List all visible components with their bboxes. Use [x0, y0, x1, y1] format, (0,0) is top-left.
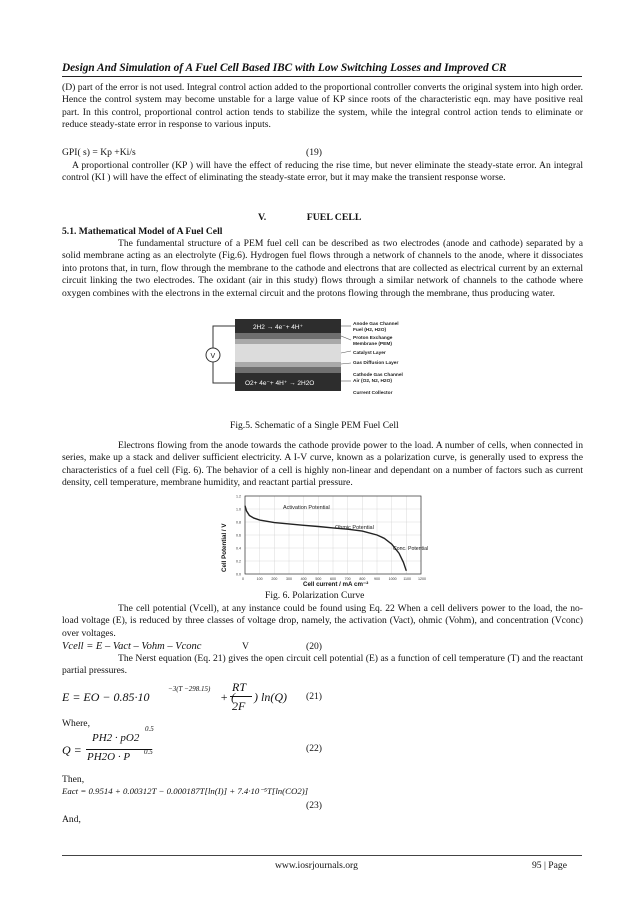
fig5-label-0: Anode Gas Channel [353, 322, 399, 327]
annotation-ohmic: Ohmic Potential [335, 525, 374, 531]
eq21 [62, 680, 422, 716]
eq21-plus-paren: + ( [220, 690, 236, 704]
eq23-expression: Eact = 0.9514 + 0.00312T − 0.000187T[ln(I)] + 7.4·10⁻⁵T[ln(CO2)] [62, 786, 309, 796]
x-tick-label: 0 [242, 577, 244, 581]
model-paragraph: The fundamental structure of a PEM fuel cell can be described as two electrodes (anode and cathode) separated by a solid membrane acting as an electrolyte (Fig.6). Hydrogen fuel flows through a network of channels to the anode, where it dissociates into protons that, in turn, flow through the membrane to the cathode and electrons that are collected as electrical current by an external circuit linking the two electrodes. The oxidant (air in this study) flows through a similar network of channels to the cathode where oxygen combines with the electrons in the external circuit and the protons flowing through the membrane, thus producing water. [62, 238, 583, 299]
section-heading [258, 212, 361, 223]
leader-line [341, 351, 351, 353]
eq20-expression: Vcell = E – Vact – Vohm – Vconc [62, 641, 202, 652]
y-tick-label: 0.4 [236, 546, 241, 551]
y-tick-label: 0.2 [236, 559, 241, 564]
fuel-cell-schematic [205, 317, 437, 413]
subsection-heading: 5.1. Mathematical Model of A Fuel Cell [62, 226, 223, 237]
fig5-label-6: Cathode Gas Channel [353, 373, 403, 378]
x-tick-label: 800 [359, 577, 366, 581]
eq21-frac-num: RT [232, 680, 247, 694]
eq19-expression: GPI( s) = Kp +Ki/s [62, 147, 136, 158]
fig5-caption: Fig.5. Schematic of a Single PEM Fuel Cell [230, 420, 399, 431]
eq22-number: (22) [306, 743, 322, 754]
wire-bottom [213, 362, 235, 383]
y-tick-label: 0.0 [236, 572, 241, 577]
footer-rule [62, 855, 582, 856]
x-tick-label: 700 [344, 577, 351, 581]
intro-paragraph: (D) part of the error is not used. Integral control action added to the proportional controller converts the original system into high order. Hence the control system may become unstable for a large value of KP since roots of the characteristic eqn. may have positive real part. In this control, proportional control action tends to stabilize the system, while the integral control action tends to eliminate or reduce steady-state error in response to various inputs. [62, 82, 583, 131]
eq22-numerator-exp: 0.5 [145, 725, 154, 733]
chart-ticks [236, 494, 429, 582]
section-number: V. [258, 212, 267, 223]
y-tick-label: 1.0 [236, 507, 241, 512]
eq19-number: (19) [306, 147, 322, 158]
eq20-number: (20) [306, 641, 322, 652]
eq22-denominator: PH2O · P [87, 751, 131, 763]
eq21-number: (21) [306, 691, 322, 702]
eq22-denominator-exp: 0.5 [144, 748, 153, 756]
x-axis-label: Cell current / mA cm⁻² [303, 581, 369, 588]
eq23-number: (23) [306, 800, 322, 811]
eq19-line [62, 147, 322, 158]
eq22-frac-bar [86, 749, 152, 750]
top-reaction-label: 2H2 → 4e⁻+ 4H⁺ [253, 324, 304, 331]
membrane-layer [235, 344, 341, 362]
eq21-exponent: −3(T −298.15) [168, 685, 211, 693]
header-rule [62, 76, 582, 77]
fig5-label-8: Current Collector [353, 391, 393, 396]
eq21-frac-den: 2F [232, 699, 246, 713]
and-label: And, [62, 814, 81, 825]
x-tick-label: 500 [315, 577, 322, 581]
y-tick-label: 1.2 [236, 494, 241, 499]
x-tick-label: 100 [256, 577, 263, 581]
x-tick-label: 200 [271, 577, 278, 581]
x-tick-label: 1000 [388, 577, 397, 581]
eq21-frac-bar [230, 696, 252, 697]
annotation-concentration: Conc. Potential [393, 546, 429, 552]
x-tick-label: 1100 [403, 577, 412, 581]
x-tick-label: 400 [300, 577, 307, 581]
x-tick-label: 600 [330, 577, 336, 581]
voltmeter-label: V [210, 353, 216, 360]
cathode-catalyst-layer [235, 362, 341, 367]
nernst-paragraph: The Nerst equation (Eq. 21) gives the open circuit cell potential (E) as a function of cell temperature (T) and the reactant partial pressures. [62, 653, 583, 677]
eq21-right: ) ln(Q) [254, 690, 287, 704]
fig6-caption: Fig. 6. Polarization Curve [265, 590, 365, 601]
anode-catalyst-layer [235, 339, 341, 344]
fig5-label-2: Proton Exchange [353, 336, 393, 341]
eq20-line [62, 641, 322, 652]
footer-website-link[interactable]: www.iosrjournals.org [275, 860, 358, 871]
fig5-label-7: Air (O2, N2, H2O) [353, 379, 392, 384]
x-tick-label: 1200 [418, 577, 426, 581]
then-label: Then, [62, 774, 85, 785]
pi-controller-paragraph: A proportional controller (KP ) will have the effect of reducing the rise time, but never eliminate the steady-state error. An integral control (KI ) will have the effect of eliminating the steady-state error, but it may make the transient response worse. [62, 160, 583, 184]
leader-line [341, 363, 351, 364]
fig5-label-1: Fuel (H2, H2O) [353, 328, 387, 333]
eq22-lhs: Q = [62, 743, 82, 757]
footer-page-number: 95 | Page [532, 860, 567, 871]
eq22 [62, 725, 382, 770]
cathode-diffusion-layer [235, 367, 341, 373]
x-tick-label: 900 [374, 577, 380, 581]
y-axis-label: Cell Potential / V [221, 523, 228, 572]
bottom-reaction-label: O2+ 4e⁻+ 4H⁺ → 2H2O [245, 380, 315, 387]
cell-potential-paragraph: The cell potential (Vcell), at any instance could be found using Eq. 22 When a cell delivers power to the load, the no-load voltage (E), is reduced by three classes of voltage drop, namely, the activation (Vact), ohmic (Vohm), and concentration (Vconc) over voltages. [62, 603, 583, 639]
fig5-label-4: Catalyst Layer [353, 351, 386, 356]
polarization-curve-chart [213, 492, 429, 588]
electrons-paragraph: Electrons flowing from the anode towards the cathode provide power to the load. A number of cells, when connected in series, make up a stack and deliver sufficient electricity. A I-V curve, known as a polarization curve, is generally used to express the characteristics of a fuel cell (Fig. 6). The behavior of a cell is highly non-linear and dependant on a number of factors such as current density, cell temperature, membrane humidity, and reactant partial pressure. [62, 440, 583, 489]
eq22-numerator: PH2 · pO2 [92, 732, 140, 744]
fig5-label-3: Membrane (PEM) [353, 342, 392, 347]
y-tick-label: 0.8 [236, 520, 241, 525]
chart-grid [245, 496, 421, 574]
x-tick-label: 300 [286, 577, 292, 581]
annotation-activation: Activation Potential [283, 505, 330, 511]
y-tick-label: 0.6 [236, 533, 241, 538]
wire-top [213, 326, 235, 348]
leader-line [341, 336, 351, 340]
eq21-left: E = EO − 0.85·10 [62, 690, 150, 704]
where-label: Where, [62, 718, 90, 729]
anode-diffusion-layer [235, 333, 341, 339]
running-header: Design And Simulation of A Fuel Cell Based IBC with Low Switching Losses and Improved CR [62, 62, 507, 74]
fig5-label-5: Gas Diffusion Layer [353, 361, 399, 366]
eq20-unit: V [242, 641, 249, 652]
section-title: FUEL CELL [306, 212, 362, 223]
